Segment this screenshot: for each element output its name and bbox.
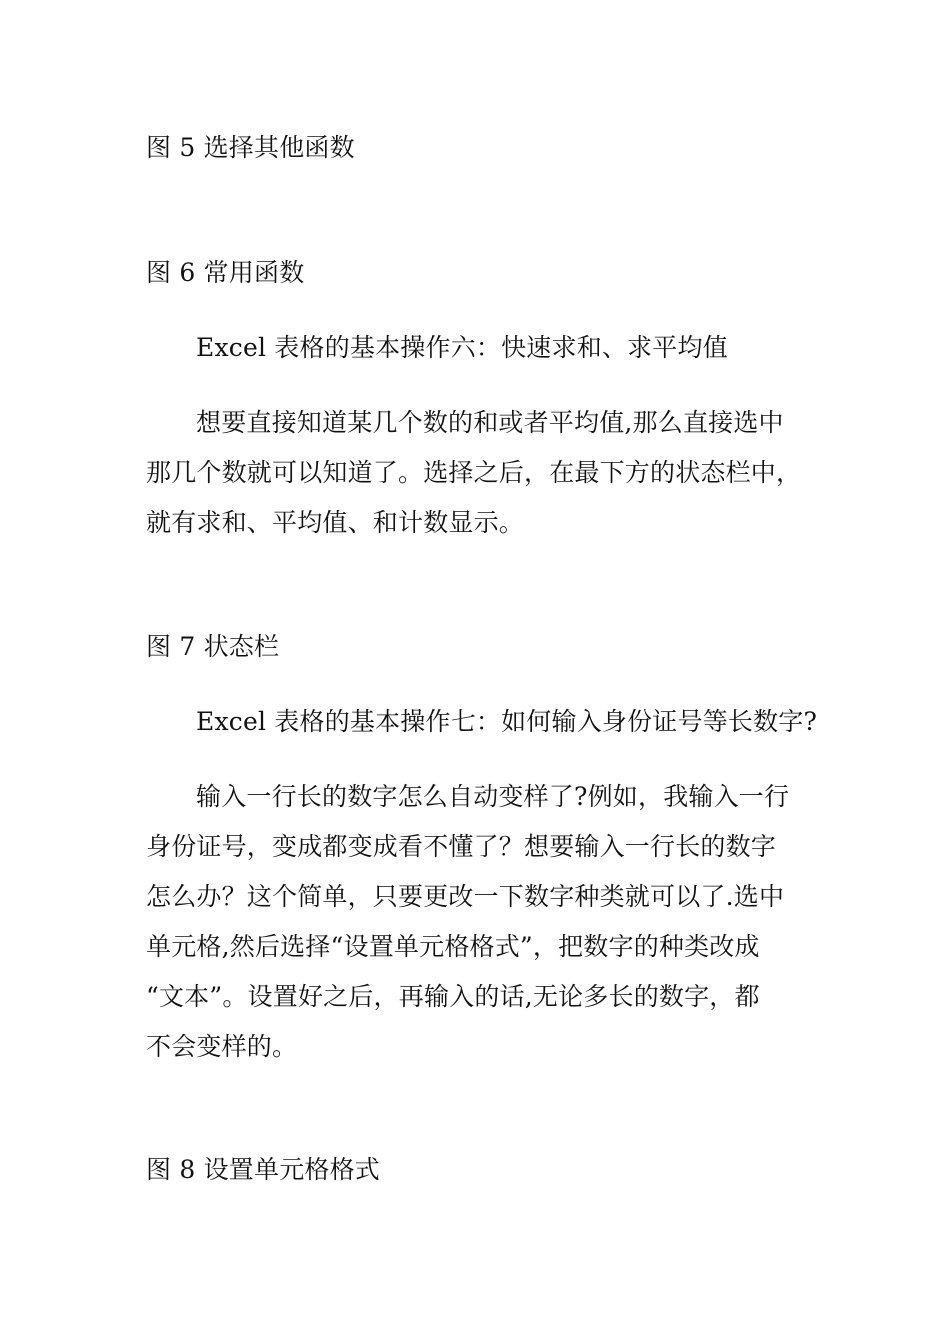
section7-paragraph-line: 输入一行长的数字怎么自动变样了?例如，我输入一行 bbox=[196, 782, 790, 811]
section7-paragraph-line: 不会变样的。 bbox=[146, 1032, 298, 1061]
section6-paragraph-line: 想要直接知道某几个数的和或者平均值,那么直接选中 bbox=[196, 408, 784, 437]
figure-caption-8: 图 8 设置单元格格式 bbox=[146, 1155, 381, 1184]
figure-caption-7: 图 7 状态栏 bbox=[146, 632, 280, 661]
section7-paragraph-line: 身份证号，变成都变成看不懂了？想要输入一行长的数字 bbox=[146, 832, 777, 861]
section-heading-7: Excel 表格的基本操作七：如何输入身份证号等长数字? bbox=[196, 707, 818, 736]
section7-paragraph-line: “文本”。设置好之后，再输入的话,无论多长的数字，都 bbox=[146, 982, 760, 1011]
section6-paragraph-line: 那几个数就可以知道了。选择之后，在最下方的状态栏中， bbox=[146, 458, 802, 487]
section-heading-6: Excel 表格的基本操作六：快速求和、求平均值 bbox=[196, 333, 728, 362]
figure-caption-5: 图 5 选择其他函数 bbox=[146, 133, 355, 162]
section6-paragraph-line: 就有求和、平均值、和计数显示。 bbox=[146, 508, 525, 537]
figure-caption-6: 图 6 常用函数 bbox=[146, 258, 305, 287]
section7-paragraph-line: 怎么办？这个简单，只要更改一下数字种类就可以了.选中 bbox=[146, 882, 785, 911]
section7-paragraph-line: 单元格,然后选择“设置单元格格式”，把数字的种类改成 bbox=[146, 932, 760, 961]
